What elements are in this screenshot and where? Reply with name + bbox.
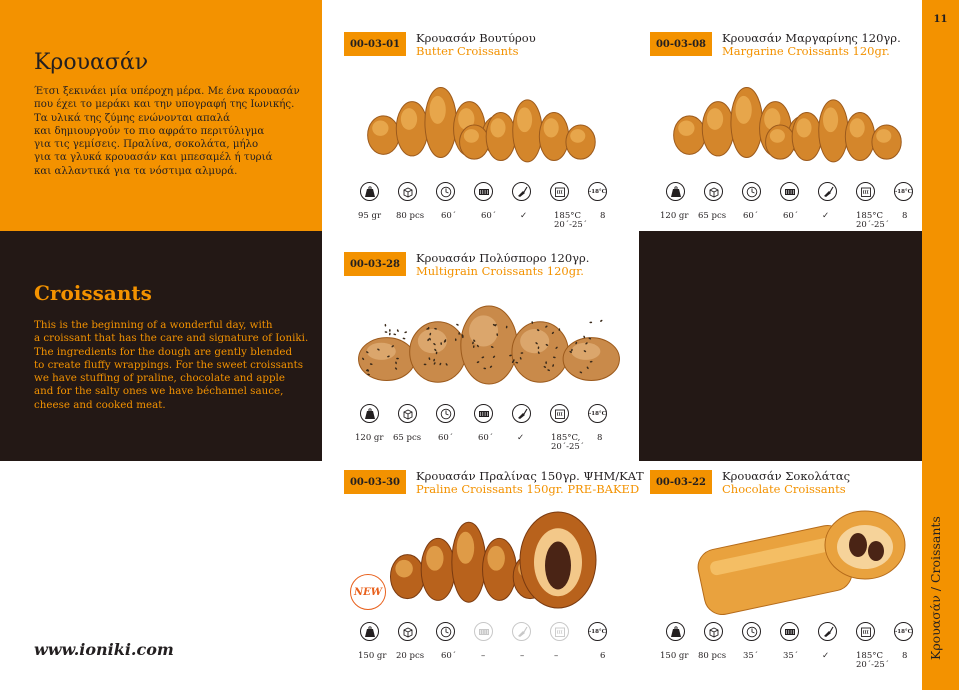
spec-value: 8: [600, 211, 606, 221]
spec-value: ✓: [517, 433, 525, 443]
bake-time: 20΄-25΄: [554, 220, 588, 230]
freezer-icon: [588, 182, 607, 201]
weight-icon: [360, 404, 379, 423]
spec-value: 185°C: [554, 211, 581, 221]
spec-value: 150 gr: [358, 651, 387, 661]
egg-wash-brush-icon: [512, 182, 531, 201]
oven-icon: [856, 622, 875, 641]
spec-value: 120 gr: [660, 211, 689, 221]
text-line: to create fluffy wrappings. For the sweet croissants: [34, 358, 304, 371]
egg-wash-brush-icon: [512, 404, 531, 423]
spec-value: 20 pcs: [396, 651, 425, 661]
spec-value: 35΄: [743, 651, 759, 661]
heading-english: Croissants: [34, 281, 152, 305]
text-line: Έτσι ξεκινάει μία υπέροχη μέρα. Με ένα κρουασάν: [34, 86, 300, 97]
spec-value: –: [554, 651, 559, 661]
spec-value: 95 gr: [358, 211, 382, 221]
product-name-greek: Κρουασάν Πραλίνας 150γρ. ΨΗΜ/ΚΑΤ: [416, 469, 644, 483]
text-line: και αλλαντικά για τα νόστιμα αλμυρά.: [34, 165, 238, 177]
frozen-temp-label: -18°C: [588, 410, 607, 417]
product-name-greek: Κρουασάν Πολύσπορο 120γρ.: [416, 251, 590, 265]
product-name-greek: Κρουασάν Σοκολάτας: [722, 469, 851, 483]
page-number: 11: [933, 14, 948, 25]
clock-icon: [742, 182, 761, 201]
clock-icon: [436, 622, 455, 641]
text-line: This is the beginning of a wonderful day, with: [34, 319, 273, 331]
freezer-icon: [588, 622, 607, 641]
freezer-icon: [588, 404, 607, 423]
box-icon: [704, 182, 723, 201]
proofing-tray-icon: [474, 182, 493, 201]
spec-value: 65 pcs: [698, 211, 727, 221]
weight-icon: [666, 622, 685, 641]
proofing-tray-icon: [780, 182, 799, 201]
egg-wash-brush-icon: [818, 622, 837, 641]
spec-value: 60΄: [743, 211, 759, 221]
heading-greek: Κρουασάν: [34, 50, 149, 75]
product-code: 00-03-01: [344, 32, 406, 56]
spec-value: 60΄: [783, 211, 799, 221]
egg-wash-brush-icon: [512, 622, 531, 641]
intro-text-greek: [34, 85, 314, 178]
spec-value: 8: [902, 651, 908, 661]
product-photo: [354, 505, 609, 615]
spec-value: 120 gr: [355, 433, 384, 443]
text-line: και δημιουργούν το πιο αφράτο περιτύλιγμα: [34, 125, 265, 137]
text-line: cheese and cooked meat.: [34, 398, 166, 411]
product-photo: [354, 290, 624, 400]
product-name-greek: Κρουασάν Μαργαρίνης 120γρ.: [722, 31, 901, 45]
product-name-greek: Κρουασάν Βουτύρου: [416, 31, 536, 45]
website-link[interactable]: www.ioniki.com: [34, 640, 174, 659]
bake-time: 20΄-25΄: [551, 442, 585, 452]
text-line: που έχει το μεράκι και την υπογραφή της Ιωνικής.: [34, 99, 295, 111]
text-line: and for the salty ones we have béchamel sauce,: [34, 385, 284, 398]
oven-icon: [550, 404, 569, 423]
egg-wash-brush-icon: [818, 182, 837, 201]
product-photo: [660, 70, 915, 175]
spec-value: 60΄: [441, 651, 457, 661]
spec-value: –: [520, 651, 525, 661]
dark-band: [639, 231, 922, 461]
spec-value: 185°C,: [551, 433, 581, 443]
spec-value: ✓: [822, 211, 830, 221]
weight-icon: [360, 622, 379, 641]
box-icon: [704, 622, 723, 641]
spec-value: 185°C: [856, 211, 883, 221]
weight-icon: [666, 182, 685, 201]
spec-value: 185°C: [856, 651, 883, 661]
frozen-temp-label: -18°C: [894, 188, 913, 195]
product-name-english: Multigrain Croissants 120gr.: [416, 264, 584, 278]
section-label-vertical: Κρουασάν / Croissants: [928, 516, 943, 660]
text-line: Τα υλικά της ζύμης ενώνονται απαλά: [34, 112, 230, 124]
product-photo: [660, 505, 915, 615]
product-name-english: Chocolate Croissants: [722, 482, 846, 496]
clock-icon: [436, 182, 455, 201]
frozen-temp-label: -18°C: [588, 188, 607, 195]
spec-value: 8: [902, 211, 908, 221]
new-badge: NEW: [350, 574, 386, 610]
proofing-tray-icon: [474, 404, 493, 423]
spec-value: ✓: [822, 651, 830, 661]
spec-value: 60΄: [441, 211, 457, 221]
box-icon: [398, 182, 417, 201]
product-code: 00-03-28: [344, 252, 406, 276]
bake-time: 20΄-25΄: [856, 220, 890, 230]
text-line: για τις γεμίσεις. Πραλίνα, σοκολάτα, μήλο: [34, 139, 259, 151]
intro-text-english: [34, 319, 319, 412]
weight-icon: [360, 182, 379, 201]
spec-value: 65 pcs: [393, 433, 422, 443]
spec-value: 60΄: [478, 433, 494, 443]
spec-value: 150 gr: [660, 651, 689, 661]
proofing-tray-icon: [474, 622, 493, 641]
text-line: για τα γλυκά κρουασάν και μπεσαμέλ ή τυριά: [34, 152, 273, 164]
spec-value: –: [481, 651, 486, 661]
proofing-tray-icon: [780, 622, 799, 641]
box-icon: [398, 622, 417, 641]
text-line: a croissant that has the care and signature of Ioniki.: [34, 332, 309, 345]
oven-icon: [550, 622, 569, 641]
spec-value: 6: [600, 651, 606, 661]
bake-time: 20΄-25΄: [856, 660, 890, 670]
spec-value: 8: [597, 433, 603, 443]
oven-icon: [550, 182, 569, 201]
clock-icon: [436, 404, 455, 423]
product-code: 00-03-22: [650, 470, 712, 494]
frozen-temp-label: -18°C: [894, 628, 913, 635]
box-icon: [398, 404, 417, 423]
product-name-english: Margarine Croissants 120gr.: [722, 44, 890, 58]
product-name-english: Butter Croissants: [416, 44, 519, 58]
text-line: we have stuffing of praline, chocolate and apple: [34, 372, 285, 385]
spec-value: 60΄: [438, 433, 454, 443]
spec-value: 35΄: [783, 651, 799, 661]
product-code: 00-03-30: [344, 470, 406, 494]
oven-icon: [856, 182, 875, 201]
product-code: 00-03-08: [650, 32, 712, 56]
frozen-temp-label: -18°C: [588, 628, 607, 635]
spec-value: ✓: [520, 211, 528, 221]
freezer-icon: [894, 182, 913, 201]
product-name-english: Praline Croissants 150gr. PRE-BAKED: [416, 482, 640, 496]
spec-value: 80 pcs: [698, 651, 727, 661]
spec-value: 80 pcs: [396, 211, 425, 221]
text-line: The ingredients for the dough are gently blended: [34, 345, 293, 358]
spec-value: 60΄: [481, 211, 497, 221]
freezer-icon: [894, 622, 913, 641]
clock-icon: [742, 622, 761, 641]
product-photo: [354, 70, 609, 175]
